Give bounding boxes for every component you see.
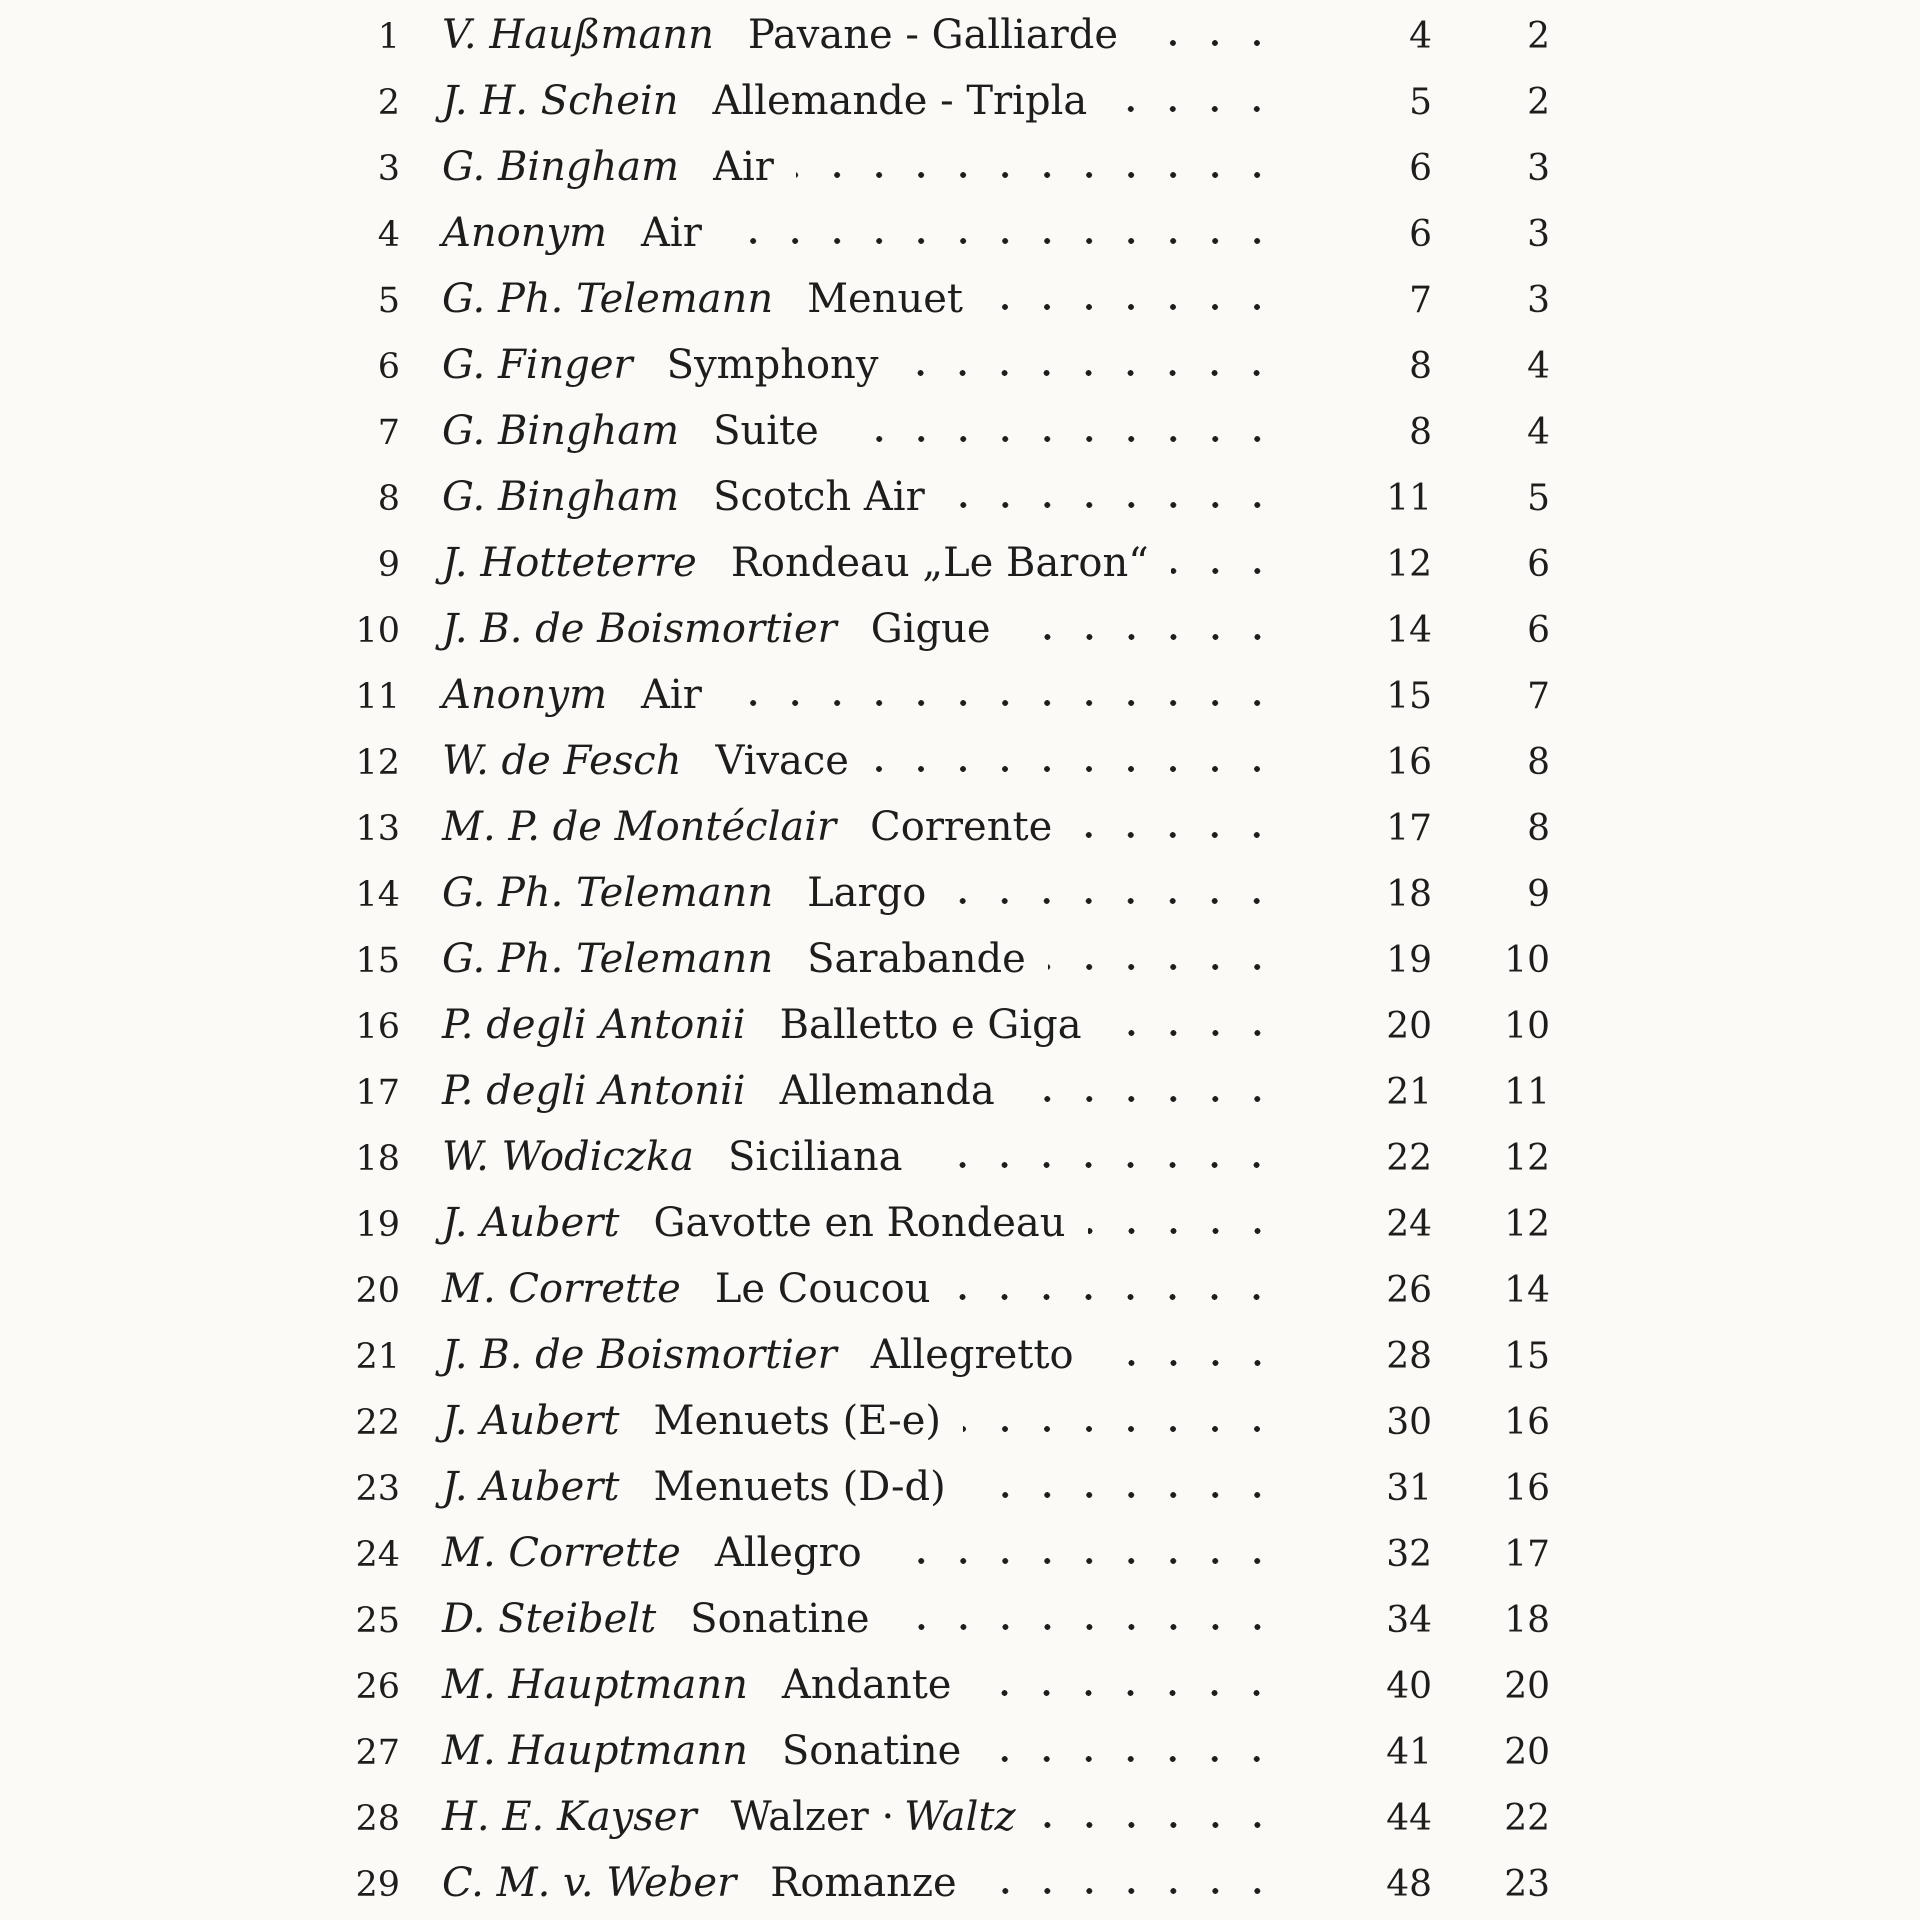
composer-name: V. Haußmann: [442, 12, 714, 58]
alt-page-number: 20: [1504, 1732, 1550, 1773]
toc-row: [0, 530, 1920, 596]
piece-title: Andante: [781, 1662, 952, 1708]
piece-title-italic: Waltz: [904, 1794, 1016, 1840]
entry-number: 10: [355, 611, 400, 651]
toc-row: [0, 1058, 1920, 1124]
dot-leader: [1038, 1784, 1282, 1850]
page-number: 34: [1386, 1600, 1432, 1641]
toc-row: [0, 1454, 1920, 1520]
composer-name: G. Bingham: [442, 474, 680, 520]
alt-page-number: 10: [1504, 940, 1550, 981]
dot-leader: [1088, 1190, 1283, 1256]
page-number: 28: [1386, 1336, 1432, 1377]
dot-leader: [1048, 926, 1282, 992]
alt-page-number: 7: [1527, 676, 1550, 717]
entry-number: 25: [355, 1601, 400, 1641]
composer-name: D. Steibelt: [442, 1596, 657, 1642]
composer-name: G. Finger: [442, 342, 633, 388]
toc-row: [0, 266, 1920, 332]
dot-leader: [963, 1388, 1282, 1454]
composer-name: J. H. Schein: [442, 78, 679, 124]
alt-page-number: 3: [1527, 214, 1550, 255]
composer-name: G. Bingham: [442, 144, 680, 190]
dot-leader: [724, 662, 1282, 728]
entry-number: 24: [355, 1535, 400, 1575]
piece-title: Allegro: [714, 1530, 862, 1576]
piece-title: Romanze: [770, 1860, 957, 1906]
piece-title: Air: [641, 210, 702, 256]
toc-row: [0, 596, 1920, 662]
composer-name: G. Ph. Telemann: [442, 276, 774, 322]
page-number: 5: [1409, 82, 1432, 123]
piece-title: Allegretto: [870, 1332, 1074, 1378]
entry-number: 4: [377, 215, 400, 255]
composer-name: G. Bingham: [442, 408, 680, 454]
page-number: 30: [1386, 1402, 1432, 1443]
dot-leader: [1109, 68, 1282, 134]
piece-title: Largo: [807, 870, 927, 916]
page-number: 12: [1386, 544, 1432, 585]
entry-number: 11: [355, 677, 400, 717]
composer-name: W. de Fesch: [442, 738, 682, 784]
alt-page-number: 3: [1527, 280, 1550, 321]
toc-row: [0, 134, 1920, 200]
entry-number: 21: [355, 1337, 400, 1377]
composer-name: M. Hauptmann: [442, 1662, 748, 1708]
alt-page-number: 9: [1527, 874, 1550, 915]
toc-row: [0, 1388, 1920, 1454]
toc-row: [0, 1190, 1920, 1256]
composer-name: J. Aubert: [442, 1398, 620, 1444]
dot-leader: [1171, 530, 1282, 596]
toc-row: [0, 1784, 1920, 1850]
composer-name: W. Wodiczka: [442, 1134, 694, 1180]
page-number: 6: [1409, 148, 1432, 189]
page-number: 32: [1386, 1534, 1432, 1575]
page-number: 40: [1386, 1666, 1432, 1707]
entry-number: 7: [377, 413, 400, 453]
entry-number: 18: [355, 1139, 400, 1179]
dot-leader: [979, 1850, 1282, 1916]
page-number: 19: [1386, 940, 1432, 981]
page-number: 8: [1409, 346, 1432, 387]
piece-title: Gavotte en Rondeau: [653, 1200, 1066, 1246]
entry-number: 29: [355, 1865, 400, 1905]
piece-title: Symphony: [666, 342, 879, 388]
composer-name: J. Aubert: [442, 1200, 620, 1246]
toc-row: [0, 926, 1920, 992]
piece-title: Corrente: [870, 804, 1053, 850]
alt-page-number: 12: [1504, 1204, 1550, 1245]
dot-leader: [968, 1454, 1282, 1520]
entry-number: 1: [377, 17, 400, 57]
entry-number: 9: [377, 545, 400, 585]
piece-title: Air: [713, 144, 774, 190]
toc-row: [0, 200, 1920, 266]
piece-title: Siciliana: [728, 1134, 903, 1180]
page-number: 16: [1386, 742, 1432, 783]
alt-page-number: 14: [1504, 1270, 1550, 1311]
composer-name: M. P. de Montéclair: [442, 804, 837, 850]
entry-number: 28: [355, 1799, 400, 1839]
dot-leader: [892, 1586, 1282, 1652]
toc-row: [0, 794, 1920, 860]
dot-leader: [884, 1520, 1282, 1586]
composer-name: Anonym: [442, 672, 608, 718]
page-number: 31: [1386, 1468, 1432, 1509]
dot-leader: [947, 464, 1282, 530]
dot-leader: [724, 200, 1282, 266]
alt-page-number: 8: [1527, 808, 1550, 849]
toc-row: [0, 398, 1920, 464]
alt-page-number: 2: [1527, 16, 1550, 57]
composer-name: M. Corrette: [442, 1530, 681, 1576]
page-number: 14: [1386, 610, 1432, 651]
alt-page-number: 4: [1527, 346, 1550, 387]
entry-number: 19: [355, 1205, 400, 1245]
piece-title: Menuets (E-e): [653, 1398, 941, 1444]
page-number: 17: [1386, 808, 1432, 849]
piece-title: Menuets (D-d): [653, 1464, 946, 1510]
composer-name: J. Hotteterre: [442, 540, 697, 586]
dot-leader: [900, 332, 1282, 398]
composer-name: G. Ph. Telemann: [442, 936, 774, 982]
page-number: 8: [1409, 412, 1432, 453]
dot-leader: [983, 1718, 1282, 1784]
entry-number: 2: [377, 83, 400, 123]
piece-title: Rondeau „Le Baron“: [730, 540, 1149, 586]
composer-name: G. Ph. Telemann: [442, 870, 774, 916]
page-number: 26: [1386, 1270, 1432, 1311]
entry-number: 17: [355, 1073, 400, 1113]
entry-number: 12: [355, 743, 400, 783]
page-number: 48: [1386, 1864, 1432, 1905]
dot-leader: [952, 1256, 1282, 1322]
alt-page-number: 11: [1504, 1072, 1550, 1113]
entry-number: 26: [355, 1667, 400, 1707]
piece-title: Suite: [713, 408, 819, 454]
page-number: 11: [1386, 478, 1432, 519]
toc-row: [0, 992, 1920, 1058]
alt-page-number: 12: [1504, 1138, 1550, 1179]
dot-leader: [1074, 794, 1282, 860]
composer-name: J. B. de Boismortier: [442, 606, 837, 652]
entry-number: 8: [377, 479, 400, 519]
entry-number: 5: [377, 281, 400, 321]
entry-number: 27: [355, 1733, 400, 1773]
page-number: 20: [1386, 1006, 1432, 1047]
alt-page-number: 22: [1504, 1798, 1550, 1839]
piece-title: Gigue: [870, 606, 991, 652]
composer-name: C. M. v. Weber: [442, 1860, 737, 1906]
piece-title: Vivace: [715, 738, 849, 784]
composer-name: Anonym: [442, 210, 608, 256]
entry-number: 13: [355, 809, 400, 849]
toc-row: [0, 2, 1920, 68]
dot-leader: [1013, 596, 1282, 662]
entry-number: 14: [355, 875, 400, 915]
entry-number: 16: [355, 1007, 400, 1047]
dot-leader: [924, 1124, 1282, 1190]
piece-title: Allemanda: [779, 1068, 995, 1114]
piece-title: Allemande - Tripla: [712, 78, 1088, 124]
dot-leader: [871, 728, 1282, 794]
alt-page-number: 2: [1527, 82, 1550, 123]
toc-row: [0, 860, 1920, 926]
toc-row: [0, 1718, 1920, 1784]
page-number: 44: [1386, 1798, 1432, 1839]
page-number: 4: [1409, 16, 1432, 57]
composer-name: H. E. Kayser: [442, 1794, 697, 1840]
alt-page-number: 4: [1527, 412, 1550, 453]
alt-page-number: 16: [1504, 1468, 1550, 1509]
piece-title: Pavane - Galliarde: [747, 12, 1119, 58]
alt-page-number: 5: [1527, 478, 1550, 519]
alt-page-number: 17: [1504, 1534, 1550, 1575]
page-number: 41: [1386, 1732, 1432, 1773]
alt-page-number: 8: [1527, 742, 1550, 783]
dot-leader: [948, 860, 1282, 926]
entry-number: 20: [355, 1271, 400, 1311]
dot-leader: [1140, 2, 1282, 68]
alt-page-number: 15: [1504, 1336, 1550, 1377]
dot-leader: [796, 134, 1282, 200]
dot-leader: [1096, 1322, 1282, 1388]
alt-page-number: 23: [1504, 1864, 1550, 1905]
alt-page-number: 18: [1504, 1600, 1550, 1641]
entry-number: 23: [355, 1469, 400, 1509]
entry-number: 15: [355, 941, 400, 981]
alt-page-number: 20: [1504, 1666, 1550, 1707]
composer-name: J. Aubert: [442, 1464, 620, 1510]
page-number: 22: [1386, 1138, 1432, 1179]
alt-page-number: 3: [1527, 148, 1550, 189]
toc-row: [0, 1850, 1920, 1916]
toc-row: [0, 1652, 1920, 1718]
toc-row: [0, 1256, 1920, 1322]
piece-title: Sonatine: [781, 1728, 962, 1774]
entry-number: 3: [377, 149, 400, 189]
entry-number: 22: [355, 1403, 400, 1443]
piece-title: Scotch Air: [713, 474, 925, 520]
toc-row: [0, 662, 1920, 728]
alt-page-number: 10: [1504, 1006, 1550, 1047]
dot-leader: [841, 398, 1282, 464]
dot-leader: [985, 266, 1282, 332]
piece-title: Le Coucou: [714, 1266, 931, 1312]
piece-title: Balletto e Giga: [779, 1002, 1082, 1048]
toc-row: [0, 1520, 1920, 1586]
dot-leader: [1017, 1058, 1282, 1124]
page-number: 15: [1386, 676, 1432, 717]
dot-leader: [1104, 992, 1282, 1058]
composer-name: P. degli Antonii: [442, 1068, 746, 1114]
piece-title: Walzer ·: [730, 1794, 895, 1840]
piece-title: Air: [641, 672, 702, 718]
entry-number: 6: [377, 347, 400, 387]
toc-row: [0, 1124, 1920, 1190]
page-number: 21: [1386, 1072, 1432, 1113]
toc-row: [0, 464, 1920, 530]
toc-row: [0, 1322, 1920, 1388]
toc-list: [0, 2, 1920, 1916]
composer-name: M. Hauptmann: [442, 1728, 748, 1774]
toc-row: [0, 68, 1920, 134]
alt-page-number: 6: [1527, 544, 1550, 585]
toc-row: [0, 1586, 1920, 1652]
alt-page-number: 6: [1527, 610, 1550, 651]
composer-name: J. B. de Boismortier: [442, 1332, 837, 1378]
page-number: 18: [1386, 874, 1432, 915]
piece-title: Menuet: [807, 276, 963, 322]
page-number: 24: [1386, 1204, 1432, 1245]
piece-title: Sonatine: [690, 1596, 870, 1642]
page-number: 6: [1409, 214, 1432, 255]
toc-row: [0, 332, 1920, 398]
composer-name: P. degli Antonii: [442, 1002, 746, 1048]
page-number: 7: [1409, 280, 1432, 321]
alt-page-number: 16: [1504, 1402, 1550, 1443]
piece-title: Sarabande: [807, 936, 1026, 982]
composer-name: M. Corrette: [442, 1266, 681, 1312]
toc-row: [0, 728, 1920, 794]
dot-leader: [973, 1652, 1282, 1718]
